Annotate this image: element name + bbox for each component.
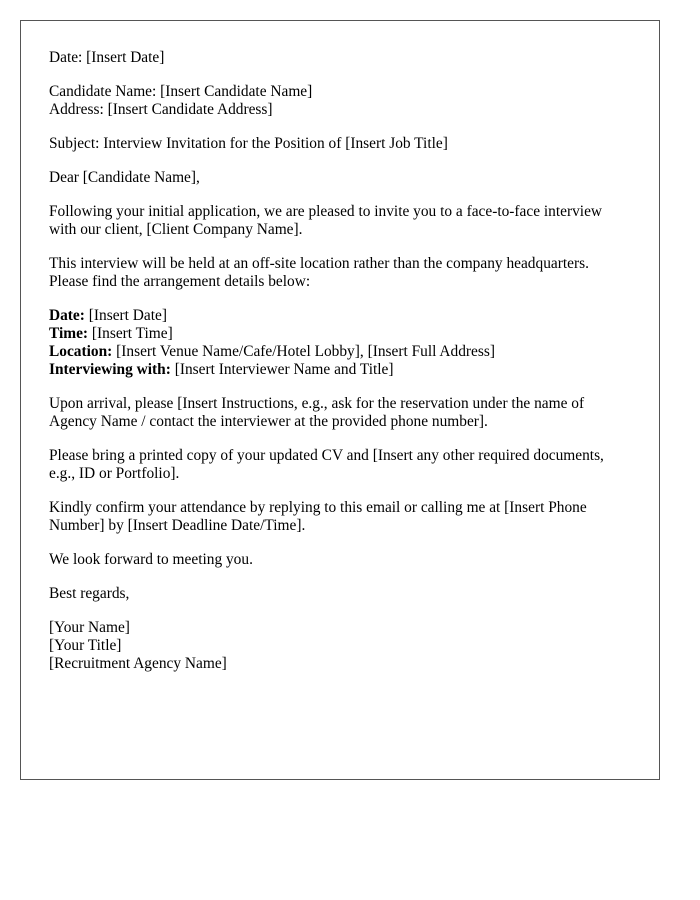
details-interviewer-row — [49, 361, 631, 379]
recipient-block — [49, 83, 631, 119]
documents-paragraph — [49, 447, 631, 483]
details-location-label: Location: — [49, 343, 113, 360]
subject-paragraph — [49, 135, 631, 153]
location-note-paragraph — [49, 255, 631, 291]
location-note-line-2: Please find the arrangement details below: — [49, 273, 311, 290]
signoff: Best regards, — [49, 585, 130, 602]
signature-block — [49, 619, 631, 673]
signature-name: [Your Name] — [49, 619, 130, 636]
confirmation-line-1: Kindly confirm your attendance by replying to this email or calling me at [Insert Phone — [49, 499, 587, 516]
details-date-label: Date: — [49, 307, 85, 324]
details-time-row — [49, 325, 631, 343]
details-block — [49, 307, 631, 379]
date-paragraph — [49, 49, 631, 67]
letter-page — [20, 20, 660, 780]
arrival-line-2: Agency Name / contact the interviewer at the provided phone number]. — [49, 413, 488, 430]
details-time-label: Time: — [49, 325, 89, 342]
details-location-row — [49, 343, 631, 361]
invitation-line-1: Following your initial application, we are pleased to invite you to a face-to-face interview — [49, 203, 603, 220]
subject-line: Subject: Interview Invitation for the Position of [Insert Job Title] — [49, 135, 448, 152]
details-time-value: [Insert Time] — [88, 325, 173, 342]
documents-line-2: e.g., ID or Portfolio]. — [49, 465, 180, 482]
candidate-name-line: Candidate Name: [Insert Candidate Name] — [49, 83, 313, 100]
location-note-line-1: This interview will be held at an off-site location rather than the company headquarters. — [49, 255, 589, 272]
candidate-address-line: Address: [Insert Candidate Address] — [49, 101, 273, 118]
signature-title: [Your Title] — [49, 637, 122, 654]
details-interviewer-value: [Insert Interviewer Name and Title] — [170, 361, 394, 378]
details-location-value: [Insert Venue Name/Cafe/Hotel Lobby], [Insert Full Address] — [112, 343, 495, 360]
arrival-line-1: Upon arrival, please [Insert Instructions, e.g., ask for the reservation under the name of — [49, 395, 585, 412]
arrival-paragraph — [49, 395, 631, 431]
closing-paragraph — [49, 551, 631, 569]
details-interviewer-label: Interviewing with: — [49, 361, 171, 378]
signature-agency: [Recruitment Agency Name] — [49, 655, 227, 672]
signoff-paragraph — [49, 585, 631, 603]
confirmation-paragraph — [49, 499, 631, 535]
invitation-paragraph — [49, 203, 631, 239]
salutation-paragraph — [49, 169, 631, 187]
date-line: Date: [Insert Date] — [49, 49, 165, 66]
confirmation-line-2: Number] by [Insert Deadline Date/Time]. — [49, 517, 306, 534]
salutation: Dear [Candidate Name], — [49, 169, 200, 186]
invitation-line-2: with our client, [Client Company Name]. — [49, 221, 303, 238]
details-date-value: [Insert Date] — [84, 307, 167, 324]
documents-line-1: Please bring a printed copy of your updated CV and [Insert any other required documents, — [49, 447, 604, 464]
closing-line: We look forward to meeting you. — [49, 551, 253, 568]
details-date-row — [49, 307, 631, 325]
